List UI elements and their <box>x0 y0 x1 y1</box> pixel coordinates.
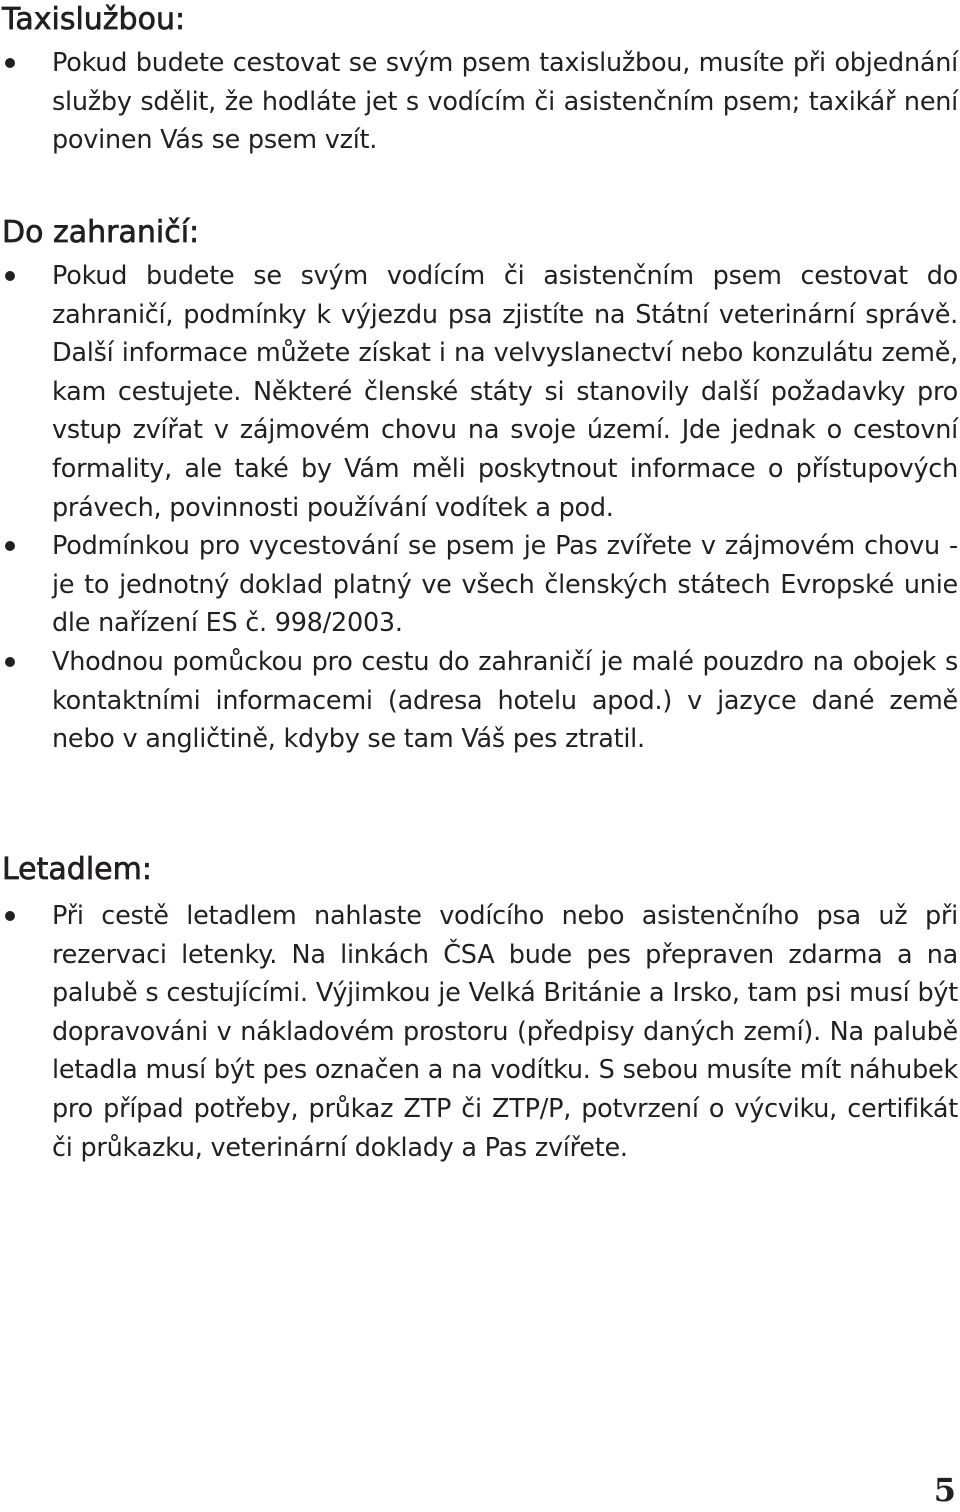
list-item-text: Podmínkou pro vycestování se psem je Pas zvířete v zájmovém chovu - je to jednotný doklad platný ve všech členských státech Evropské unie dle nařízení ES č. 998/2003. <box>52 531 958 639</box>
bullet-icon <box>5 911 15 921</box>
bullet-list-taxi <box>0 44 960 160</box>
page-number: 5 <box>933 1471 956 1509</box>
bullet-icon <box>5 657 15 667</box>
list-item-text: Vhodnou pomůckou pro cestu do zahraničí je malé pouzdro na obojek s kontaktními informacemi (adresa hotelu apod.) v jazyce dané země nebo v angličtině, kdyby se tam Váš pes ztratil. <box>52 646 958 755</box>
bullet-icon <box>5 541 15 551</box>
list-item-text: Pokud budete cestovat se svým psem taxislužbou, musíte při objednání služby sdělit, že hodláte jet s vodícím či asistenčním psem; taxikář není povinen Vás se psem vzít. <box>52 48 958 156</box>
list-item <box>0 527 958 643</box>
bullet-icon <box>5 271 15 281</box>
section-abroad <box>0 257 960 759</box>
list-item-text: Pokud budete se svým vodícím či asistenčním psem cestovat do zahraničí, podmínky k výjezdu psa zjistíte na Státní veterinární správě. Další informace můžete získat i na velvyslanectví nebo konzulátu země, kam cestujete. Některé členské státy si stanovily další požadavky pro vstup zvířat v zájmovém chovu na svoje území. Jde jednak o cestovní formality, ale také by Vám měli poskytnout informace o přístupových právech, povinnosti používání vodítek a pod. <box>52 261 958 523</box>
list-item-text: Při cestě letadlem nahlaste vodícího nebo asistenčního psa už při rezervaci letenky. Na linkách ČSA bude pes přepraven zdarma a na palubě s cestujícími. Výjimkou je Velká Británie a Irsko, tam psi musí být dopravováni v nákladovém prostoru (předpisy daných zemí). Na palubě letadla musí být pes označen a na vodítku. S sebou musíte mít náhubek pro případ potřeby, průkaz ZTP či ZTP/P, potvrzení o výcviku, certifikát či průkazku, veterinární doklady a Pas zvířete. <box>52 901 958 1163</box>
section-taxi <box>0 44 960 160</box>
bullet-icon <box>5 58 15 68</box>
section-airplane <box>0 897 960 1167</box>
list-item <box>0 643 958 759</box>
heading-abroad: Do zahraničí: <box>2 215 200 250</box>
list-item <box>0 257 958 527</box>
list-item <box>0 44 958 160</box>
bullet-list-airplane <box>0 897 960 1167</box>
list-item <box>0 897 958 1167</box>
bullet-list-abroad <box>0 257 960 759</box>
heading-taxi: Taxislužbou: <box>2 2 186 37</box>
heading-airplane: Letadlem: <box>2 852 152 887</box>
